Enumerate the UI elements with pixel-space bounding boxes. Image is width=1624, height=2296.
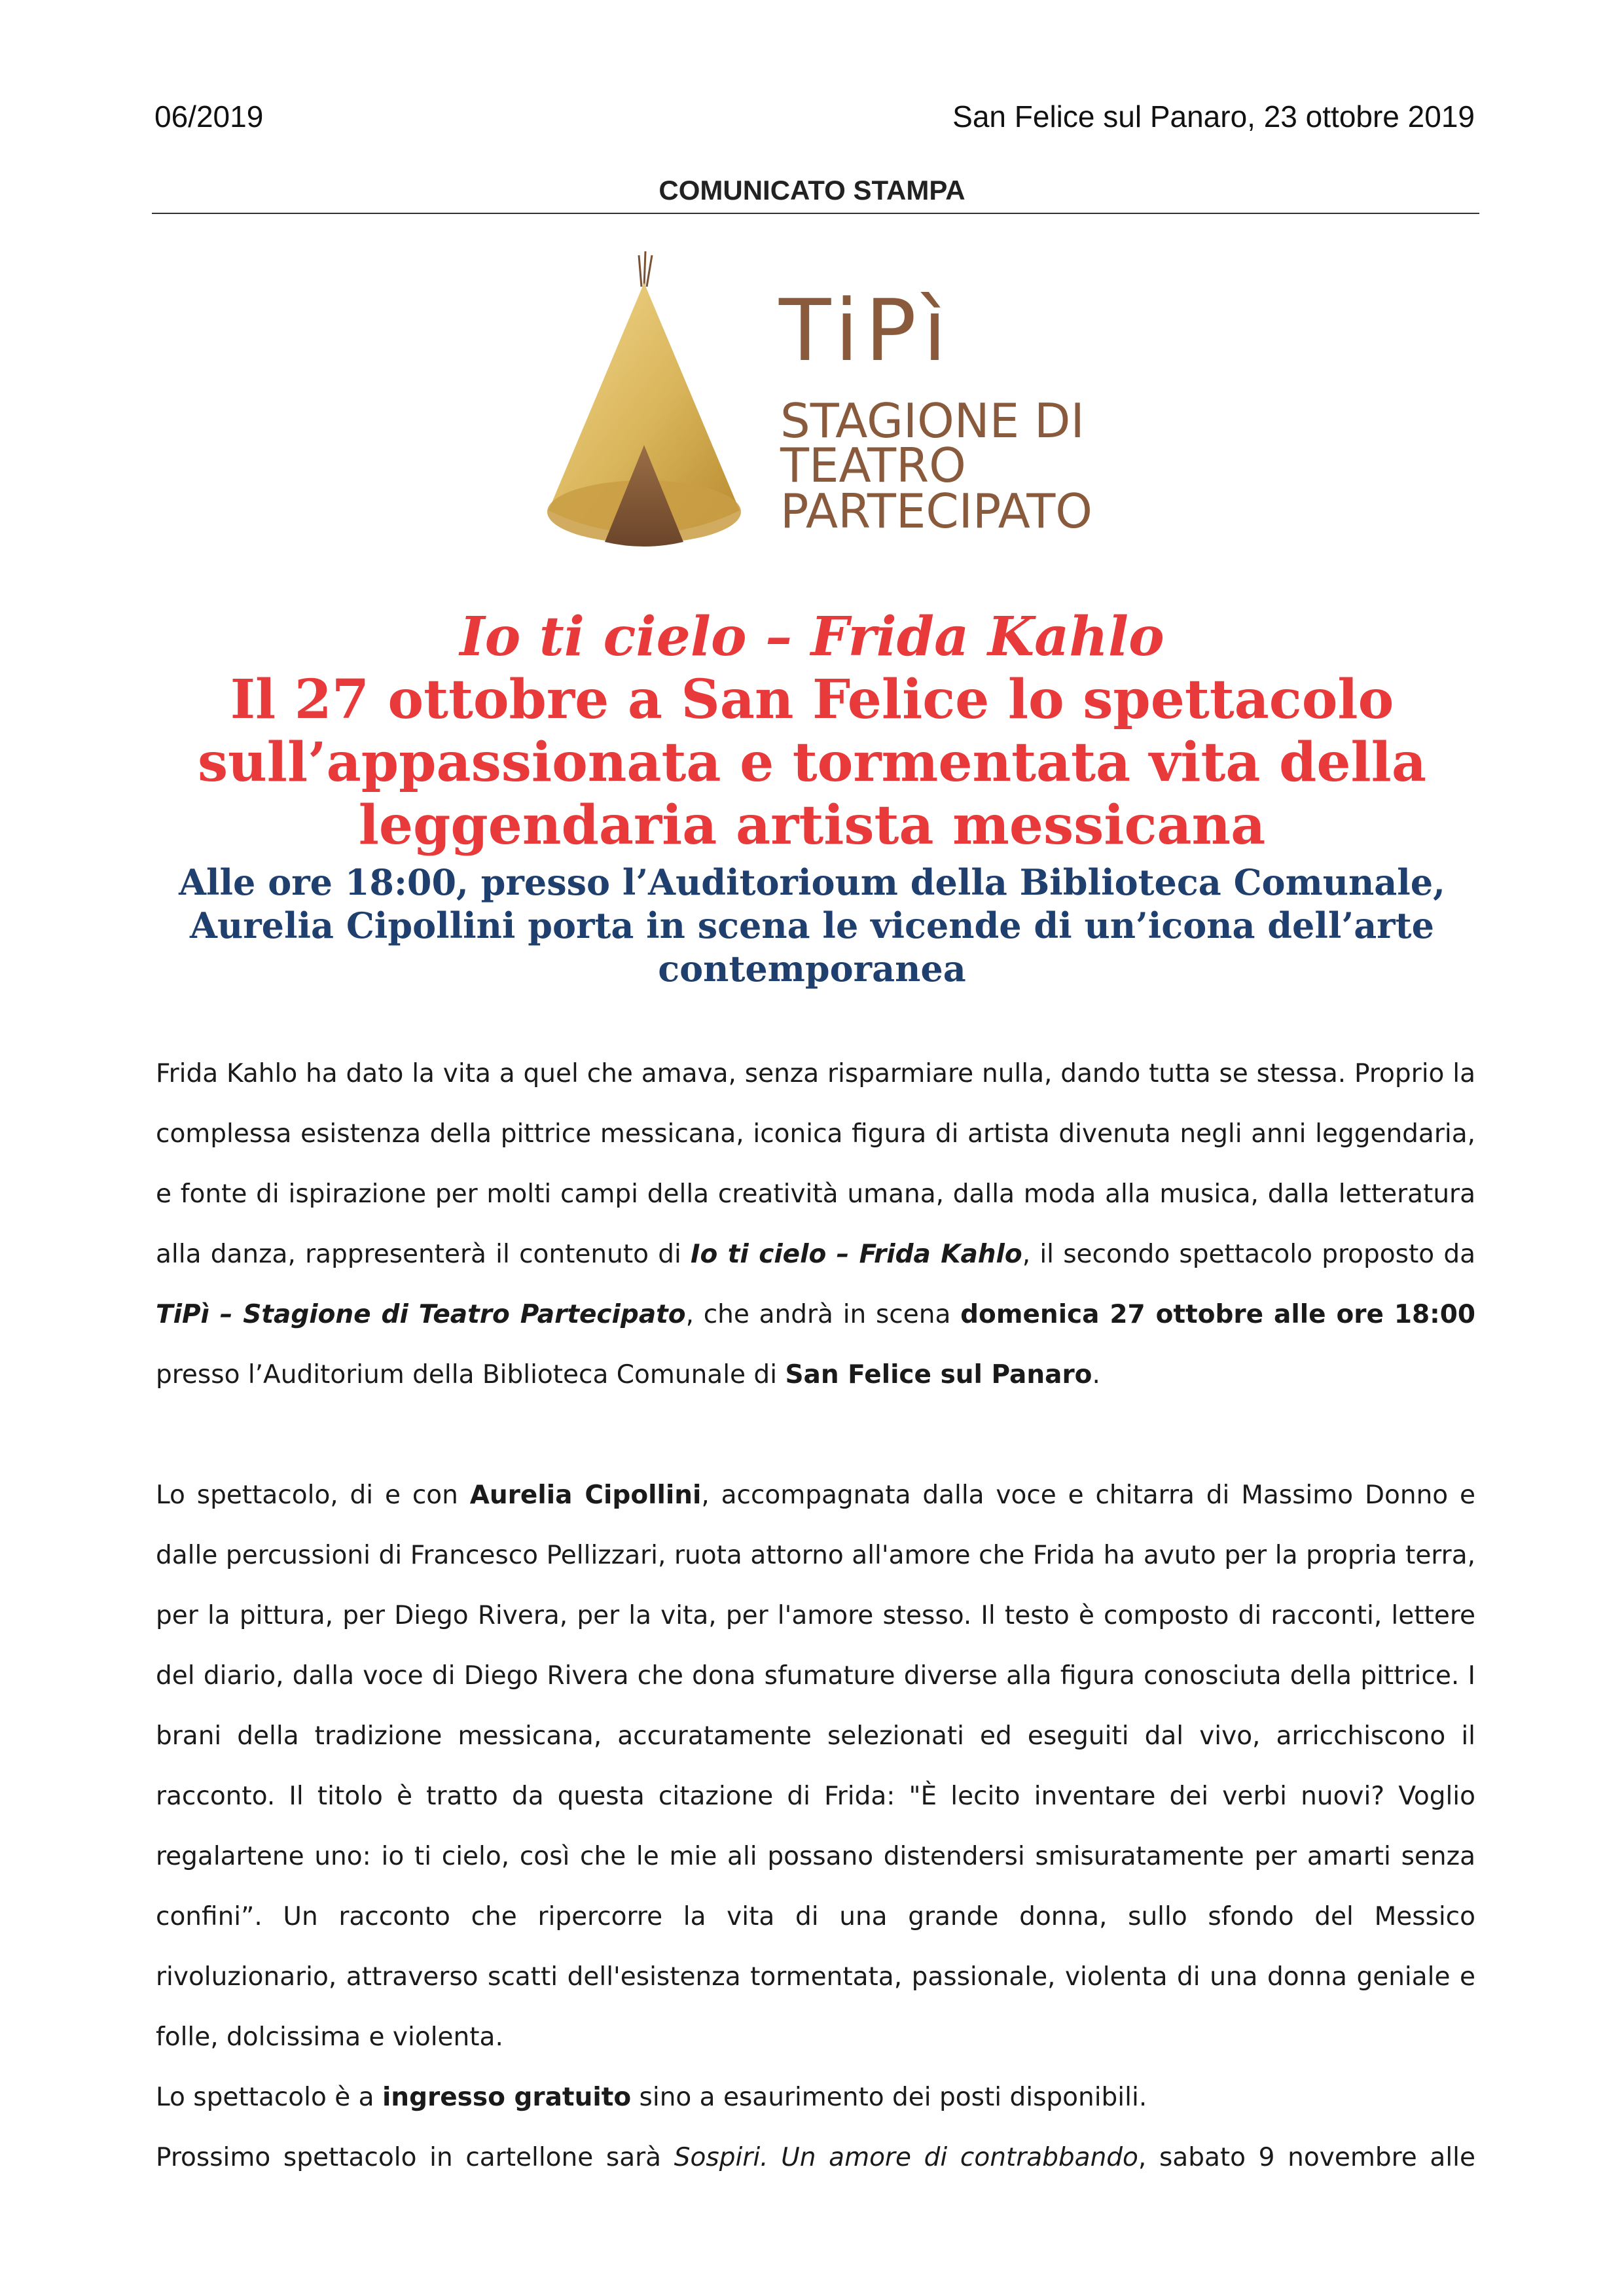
subheadline-line-1: Alle ore 18:00, presso l’Auditorioum della Biblioteca Comunale, [179, 861, 1445, 903]
headline-line-2: Il 27 ottobre a San Felice lo spettacolo [230, 668, 1394, 731]
headline-line-3: sull’appassionata e tormentata vita della [198, 731, 1426, 794]
text-span: , accompagnata dalla voce e chitarra di Massimo Donno e dalle percussioni di Francesco Pellizzari, ruota attorno all'amore che Frida ha avuto per la propria terra, per la pittura, per Diego Rivera, per la vita, per l'amore stesso. Il testo è composto di racconti, lettere del diario, dalla voce di Diego Rivera che dona sfumature diverse alla figura conosciuta della pittrice. I brani della tradizione messicana, accuratamente selezionati ed eseguiti dal vivo, arricchiscono il racconto. Il titolo è tratto da questa citazione di Frida: "È lecito inventare dei verbi nuovi? Voglio regalartene uno: io ti cielo, così che le mie ali possano distendersi smisuratamente per amarti senza confini”. Un racconto che ripercorre la vita di una grande donna, sullo sfondo del Messico rivoluzionario, attraverso scatti dell'esistenza tormentata, passionale, violenta di una donna geniale e folle, dolcissima e violenta. [156, 1480, 1475, 2052]
text-span: , il secondo spettacolo proposto da [1022, 1240, 1475, 1269]
tipi-logo [524, 249, 1113, 589]
paragraph-next-show [156, 2128, 1475, 2188]
text-span: , sabato 9 novembre alle [1138, 2143, 1475, 2172]
paragraph-free-entry [156, 2068, 1475, 2128]
place-date: San Felice sul Panaro, 23 ottobre 2019 [952, 99, 1475, 134]
subheadline-line-3: contemporanea [658, 948, 966, 990]
text-span: Prossimo spettacolo in cartellone sarà [156, 2143, 674, 2172]
text-span: Lo spettacolo è a [156, 2083, 382, 2112]
town-emphasis: San Felice sul Panaro [785, 1360, 1092, 1390]
headline-show-title: Io ti cielo – Frida Kahlo [460, 605, 1164, 668]
release-number: 06/2019 [154, 99, 264, 134]
show-title-emphasis: Io ti cielo – Frida Kahlo [691, 1240, 1022, 1269]
logo-brand: TiPì [779, 281, 954, 380]
text-span: presso l’Auditorium della Biblioteca Comunale di [156, 1360, 785, 1390]
paragraph-intro [156, 1044, 1475, 1405]
paragraph-show-description [156, 1465, 1475, 2068]
headline-line-4: leggendaria artista messicana [358, 794, 1266, 857]
teepee-icon [524, 249, 1113, 589]
logo-line1: STAGIONE DI [780, 393, 1085, 448]
logo-line2: TEATRO [780, 438, 966, 493]
text-span: . [1092, 1360, 1100, 1390]
headline-block [118, 605, 1506, 990]
free-entry-emphasis: ingresso gratuito [382, 2083, 632, 2112]
article-body [156, 1044, 1475, 2188]
subheadline-line-2: Aurelia Cipollini porta in scena le vicende di un’icona dell’arte [190, 905, 1434, 946]
actress-name-emphasis: Aurelia Cipollini [469, 1480, 702, 1510]
date-emphasis: domenica 27 ottobre alle ore 18:00 [960, 1300, 1476, 1329]
logo-line3: PARTECIPATO [780, 484, 1092, 539]
text-span: Lo spettacolo, di e con [156, 1480, 470, 1510]
text-span: Frida Kahlo ha dato la vita a quel che amava, senza risparmiare nulla, dando tutta se stessa. Proprio la complessa esistenza della pittrice messicana, iconica figura di artista divenuta negli anni leggendaria, e fonte di ispirazione per molti campi della creatività umana, dalla moda alla musica, dalla letteratura alla danza, rappresenterà il contenuto di [156, 1059, 1475, 1269]
document-label: COMUNICATO STAMPA [659, 175, 965, 206]
next-show-title: Sospiri. Un amore di contrabbando [674, 2143, 1138, 2172]
header-divider [152, 213, 1479, 214]
season-name-emphasis: TiPì – Stagione di Teatro Partecipato [156, 1300, 686, 1329]
text-span: , che andrà in scena [685, 1300, 961, 1329]
text-span: sino a esaurimento dei posti disponibili. [631, 2083, 1147, 2112]
